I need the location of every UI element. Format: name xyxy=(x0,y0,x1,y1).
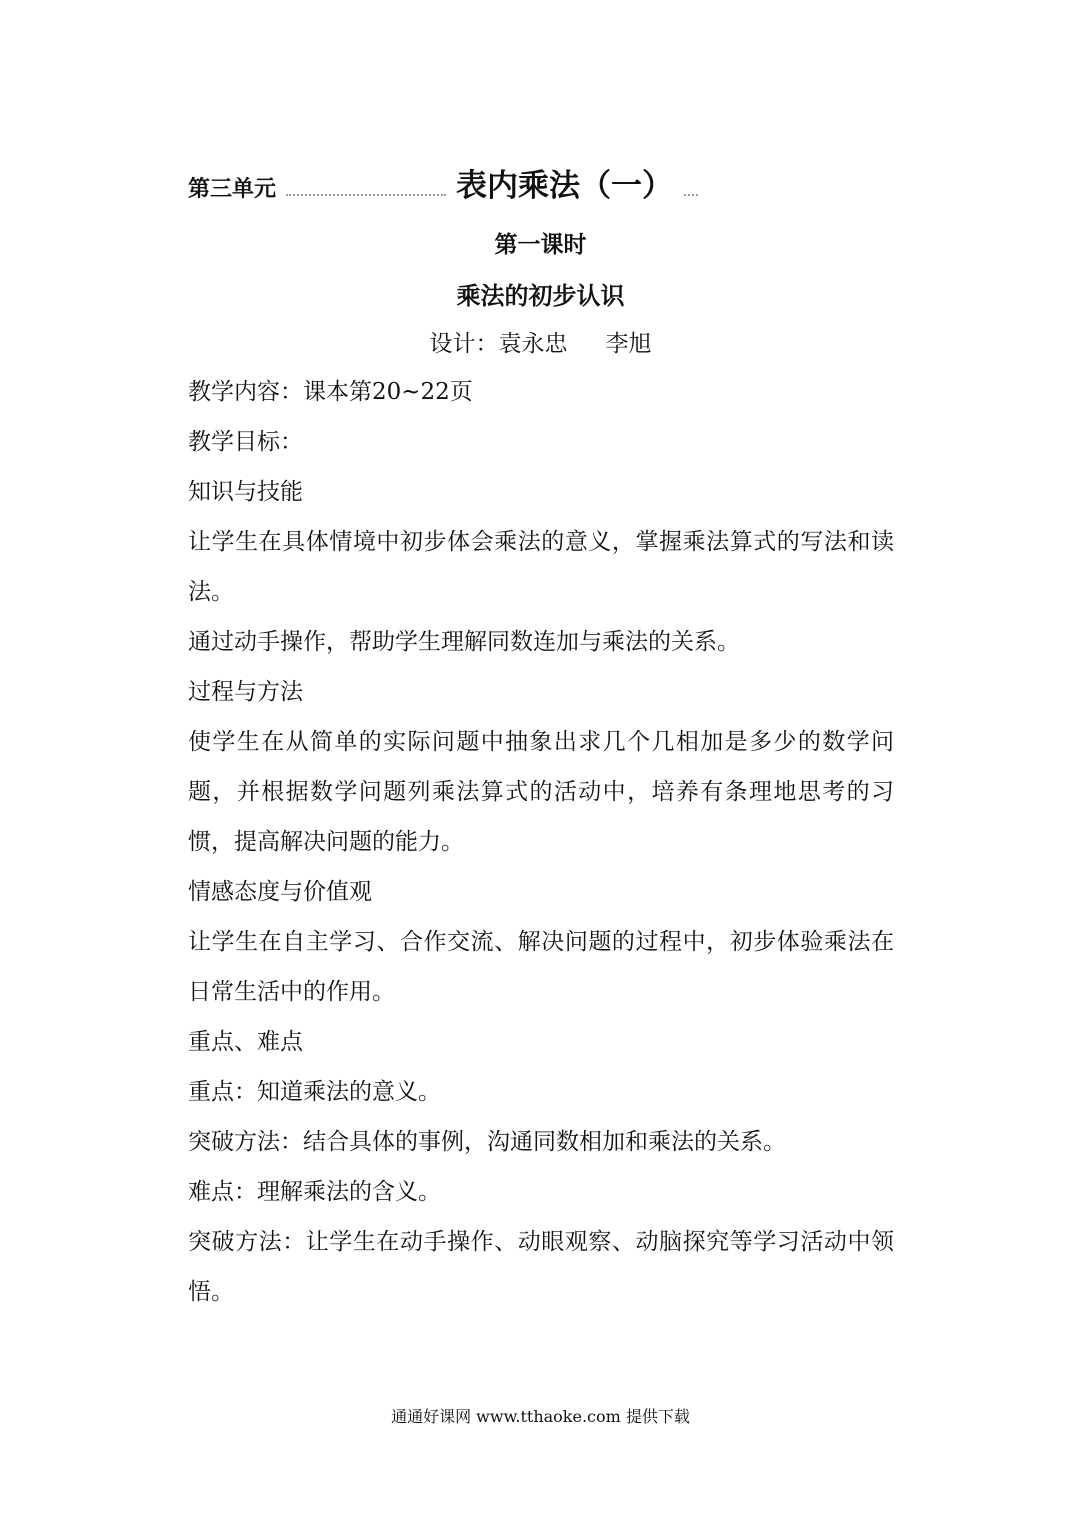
unit-label: 第三单元 xyxy=(188,176,277,202)
paragraph: 重点：知道乘法的意义。 xyxy=(188,1079,441,1105)
lesson-title: 乘法的初步认识 xyxy=(456,281,625,310)
teaching-content: 教学内容：课本第20~22页 xyxy=(188,379,473,405)
unit-title: 表内乘法（一） xyxy=(456,168,673,204)
designer-name-2: 李旭 xyxy=(605,331,652,357)
paragraph: 让学生在具体情境中初步体会乘法的意义，掌握乘法算式的写法和读法。 xyxy=(188,529,894,605)
designer-name-1: 袁永忠 xyxy=(498,331,568,357)
dot-leader-tail xyxy=(684,194,698,196)
lesson-body xyxy=(188,367,894,1317)
section-heading: 过程与方法 xyxy=(188,679,303,705)
designer-label: 设计： xyxy=(429,331,499,357)
section-heading: 重点、难点 xyxy=(188,1029,303,1055)
paragraph: 难点：理解乘法的含义。 xyxy=(188,1179,441,1205)
page-footer: 通通好课网 www.tthaoke.com 提供下载 xyxy=(391,1407,690,1426)
designer-line xyxy=(0,325,1081,358)
section-heading: 知识与技能 xyxy=(188,479,303,505)
lesson-number: 第一课时 xyxy=(494,231,587,258)
paragraph: 突破方法：结合具体的事例，沟通同数相加和乘法的关系。 xyxy=(188,1129,786,1155)
paragraph: 让学生在自主学习、合作交流、解决问题的过程中，初步体验乘法在日常生活中的作用。 xyxy=(188,929,894,1005)
dot-leader xyxy=(286,194,446,196)
section-heading: 教学目标： xyxy=(188,429,303,455)
section-heading: 情感态度与价值观 xyxy=(188,879,372,905)
unit-heading xyxy=(188,158,708,208)
paragraph: 通过动手操作，帮助学生理解同数连加与乘法的关系。 xyxy=(188,629,740,655)
paragraph: 突破方法：让学生在动手操作、动眼观察、动脑探究等学习活动中领悟。 xyxy=(188,1229,894,1305)
paragraph: 使学生在从简单的实际问题中抽象出求几个几相加是多少的数学问题，并根据数学问题列乘法算式的活动中，培养有条理地思考的习惯，提高解决问题的能力。 xyxy=(188,729,894,855)
